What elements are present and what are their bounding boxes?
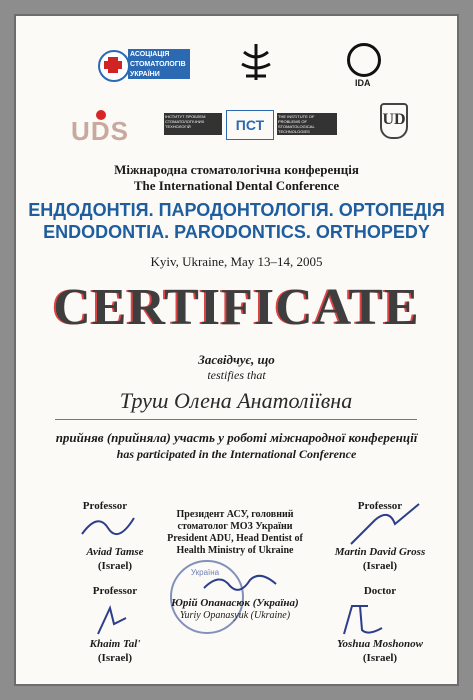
- signature-moshonow: [338, 600, 388, 640]
- signatory-gross-country: (Israel): [362, 560, 398, 572]
- signatory-gross-role: Professor: [357, 500, 403, 512]
- signatory-tamse-role: Professor: [82, 500, 128, 512]
- ida-logo-label: IDA: [355, 78, 371, 88]
- stamp-label: Україна: [190, 568, 220, 577]
- signature-gross: [345, 500, 425, 550]
- role-line-4: Health Ministry of Ukraine: [176, 545, 294, 556]
- signatory-moshonow-role: Doctor: [363, 585, 397, 597]
- conference-title-en: The International Dental Conference: [133, 178, 340, 193]
- uds-logo-label: UDS: [71, 116, 129, 146]
- institute-logo: [164, 108, 339, 140]
- ida-emblem-icon: [347, 43, 381, 77]
- ud-logo: [380, 103, 408, 139]
- role-line-2: стоматолог МОЗ України: [177, 521, 293, 532]
- adu-logo-label: АСОЦІАЦІЯ СТОМАТОЛОГІВ УКРАЇНИ: [128, 49, 190, 79]
- signature-opanasyuk: [200, 568, 280, 598]
- ida-logo: [345, 43, 385, 89]
- signatory-moshonow-country: (Israel): [362, 652, 398, 664]
- participated-en: has participated in the International Conference: [116, 447, 357, 461]
- signatory-tal-country: (Israel): [97, 652, 133, 664]
- signatory-opanasyuk-name-ua: Юрій Опанасюк (Україна): [171, 597, 299, 609]
- testifies-en: testifies that: [207, 368, 266, 382]
- participant-name: Труш Олена Анатоліївна: [55, 388, 417, 420]
- signature-tal: [92, 604, 132, 638]
- role-line-1: Президент АСУ, головний: [176, 509, 294, 520]
- topics-en: ENDODONTIA. PARODONTICS. ORTHOPEDY: [43, 222, 430, 242]
- signature-tamse: [78, 510, 138, 544]
- institute-logo-left-text: ІНСТИТУТ ПРОБЛЕМ СТОМАТОЛОГІЧНИХ ТЕХНОЛОГІЙ: [164, 113, 222, 135]
- adu-logo-cross-icon-bar: [104, 61, 122, 69]
- signatory-moshonow-name: Yoshua Moshonow: [337, 638, 423, 650]
- ud-logo-label: UD: [382, 111, 406, 128]
- testifies-ua: Засвідчує, що: [198, 352, 275, 367]
- role-line-3: President ADU, Head Dentist of: [167, 533, 303, 544]
- institute-logo-center: ПСТ: [226, 110, 274, 140]
- participated-ua: прийняв (прийняла) участь у роботі міжнародної конференції: [55, 430, 418, 445]
- signatory-tal-role: Professor: [92, 585, 138, 597]
- certificate-title: CERTIFICATE: [53, 279, 420, 336]
- signatory-opanasyuk-name-en: Yuriy Opanasyuk (Ukraine): [179, 610, 291, 621]
- topics-ua: ЕНДОДОНТІЯ. ПАРОДОНТОЛОГІЯ. ОРТОПЕДІЯ: [28, 200, 445, 220]
- signatory-tamse-country: (Israel): [97, 560, 133, 572]
- uds-logo: [65, 110, 135, 144]
- signatory-tamse-name: Aviad Tamse: [86, 546, 144, 558]
- signatory-tal-name: Khaim Tal': [89, 638, 141, 650]
- signatory-president-role: [160, 509, 310, 557]
- location-date: Kyiv, Ukraine, May 13–14, 2005: [150, 254, 323, 269]
- israel-dental-logo: [236, 42, 276, 87]
- institute-logo-right-text: THE INSTITUTE OF PROBLEMS OF STOMATOLOGICAL TECHNOLOGIES: [277, 113, 337, 135]
- signatory-gross-name: Martin David Gross: [334, 546, 426, 558]
- conference-title-ua: Міжнародна стоматологічна конференція: [114, 162, 359, 177]
- adu-logo: [98, 45, 193, 85]
